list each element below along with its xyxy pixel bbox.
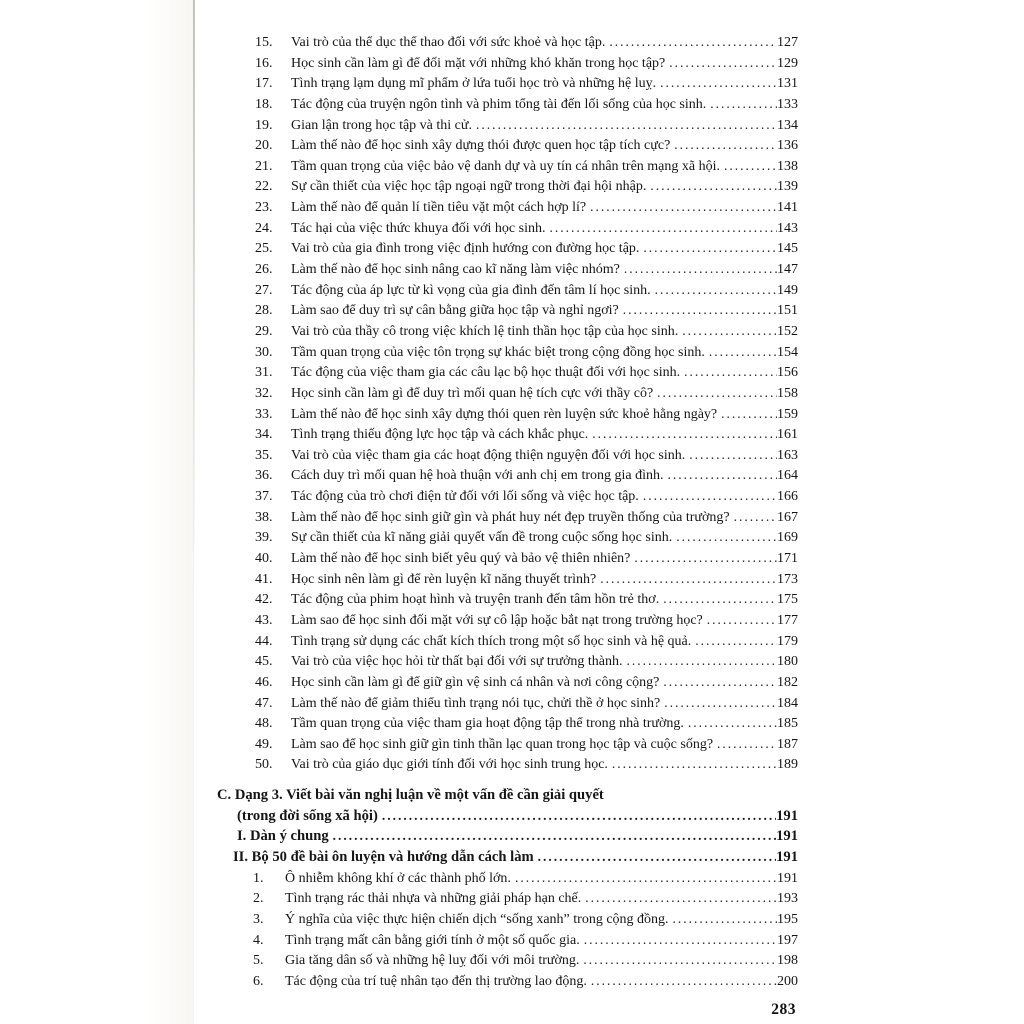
toc-entry <box>255 610 798 631</box>
dot-leader <box>476 115 777 136</box>
dot-leader <box>609 32 777 53</box>
dot-leader <box>709 342 777 363</box>
entry-title: Gian lận trong học tập và thi cử. <box>291 117 472 133</box>
entry-title: Học sinh cần làm gì để duy trì mối quan hệ tích cực với thầy cô? <box>291 385 654 401</box>
entry-number: 46. <box>255 674 273 690</box>
entry-number: 2. <box>253 891 264 907</box>
entry-page: 193 <box>777 891 798 907</box>
section-page: 191 <box>776 828 798 845</box>
toc-entry <box>255 693 798 714</box>
entry-page: 200 <box>777 973 798 989</box>
entry-title: Học sinh nên làm gì để rèn luyện kĩ năng thuyết trình? <box>291 571 597 587</box>
entry-page: 164 <box>777 468 798 484</box>
page-number-footer: 283 <box>771 1001 796 1018</box>
toc-list-part2 <box>0 868 1024 992</box>
toc-entry <box>255 404 798 425</box>
entry-title: Vai trò của gia đình trong việc định hướng con đường học tập. <box>291 241 640 257</box>
entry-number: 25. <box>255 241 273 257</box>
entry-title: Tác động của phim hoạt hình và truyện tranh đến tâm hồn trẻ thơ. <box>291 592 660 608</box>
dot-leader <box>721 404 777 425</box>
entry-page: 149 <box>777 282 798 298</box>
dot-leader <box>583 950 777 971</box>
entry-number: 20. <box>255 138 273 154</box>
entry-title: Tình trạng rác thải nhựa và những giải pháp hạn chế. <box>285 891 582 907</box>
entry-number: 44. <box>255 633 273 649</box>
toc-entry <box>255 424 798 445</box>
toc-entry <box>253 909 798 930</box>
entry-page: 133 <box>777 96 798 112</box>
entry-number: 43. <box>255 612 273 628</box>
entry-page: 171 <box>777 551 798 567</box>
dot-leader <box>717 734 777 755</box>
dot-leader <box>634 548 777 569</box>
entry-title: Học sinh cần làm gì để đối mặt với những khó khăn trong học tập? <box>291 55 666 71</box>
entry-title: Làm thế nào để học sinh xây dựng thói được quen học tập tích cực? <box>291 138 671 154</box>
dot-leader <box>515 868 777 889</box>
toc-entry <box>255 321 798 342</box>
dot-leader <box>682 321 777 342</box>
dot-leader <box>382 806 776 827</box>
entry-title: Sự cần thiết của kĩ năng giải quyết vấn đề trong cuộc sống học sinh. <box>291 530 673 546</box>
entry-number: 36. <box>255 468 273 484</box>
dot-leader <box>707 610 777 631</box>
entry-number: 50. <box>255 757 273 773</box>
entry-number: 3. <box>253 911 264 927</box>
toc-entry <box>255 713 798 734</box>
toc-entry <box>255 672 798 693</box>
toc-entry <box>253 868 798 889</box>
entry-title: Tầm quan trọng của việc bảo vệ danh dự và uy tín cá nhân trên mạng xã hội. <box>291 158 721 174</box>
toc-entry <box>255 53 798 74</box>
dot-leader <box>668 465 778 486</box>
section-heading-dan-y-chung <box>237 826 798 847</box>
section-heading-bo-50-de <box>233 847 798 868</box>
entry-page: 151 <box>777 303 798 319</box>
dot-leader <box>650 176 777 197</box>
section-heading-bo-50-de-text: II. Bộ 50 đề bài ôn luyện và hướng dẫn cách làm <box>233 848 534 865</box>
entry-page: 185 <box>777 716 798 732</box>
dot-leader <box>643 486 777 507</box>
entry-title: Tác động của áp lực từ kì vọng của gia đình đến tâm lí học sinh. <box>291 282 651 298</box>
toc-entry <box>253 888 798 909</box>
toc-entry <box>255 445 798 466</box>
entry-page: 152 <box>777 323 798 339</box>
entry-number: 42. <box>255 592 273 608</box>
toc-entry <box>253 950 798 971</box>
entry-title: Tình trạng lạm dụng mĩ phẩm ở lứa tuổi học trò và những hệ luỵ. <box>291 76 657 92</box>
dot-leader <box>663 589 777 610</box>
dot-leader <box>688 713 777 734</box>
toc-entry <box>255 259 798 280</box>
entry-title: Tầm quan trọng của việc tham gia hoạt động tập thể trong nhà trường. <box>291 716 684 732</box>
entry-page: 179 <box>777 633 798 649</box>
entry-page: 129 <box>777 55 798 71</box>
dot-leader <box>624 259 777 280</box>
entry-number: 21. <box>255 158 273 174</box>
toc-entry <box>255 383 798 404</box>
entry-title: Tác động của trò chơi điện tử đối với lối sống và việc học tập. <box>291 489 639 505</box>
dot-leader <box>590 197 777 218</box>
entry-number: 1. <box>253 870 264 886</box>
entry-title: Làm sao để học sinh giữ gìn tinh thần lạc quan trong học tập và cuộc sống? <box>291 736 714 752</box>
entry-title: Tình trạng thiếu động lực học tập và cách khắc phục. <box>291 427 589 443</box>
entry-page: 187 <box>777 736 798 752</box>
dot-leader <box>664 693 777 714</box>
toc-entry <box>255 569 798 590</box>
entry-title: Cách duy trì mối quan hệ hoà thuận với anh chị em trong gia đình. <box>291 468 664 484</box>
section-heading-dan-y-chung-text: I. Dàn ý chung <box>237 828 329 845</box>
toc-entry <box>255 527 798 548</box>
entry-number: 5. <box>253 953 264 969</box>
toc-entry <box>255 465 798 486</box>
entry-title: Tác động của trí tuệ nhân tạo đến thị trường lao động. <box>285 973 587 989</box>
entry-number: 47. <box>255 695 273 711</box>
dot-leader <box>695 631 777 652</box>
entry-number: 41. <box>255 571 273 587</box>
entry-title: Làm thế nào để học sinh xây dựng thói quen rèn luyện sức khoẻ hằng ngày? <box>291 406 718 422</box>
entry-number: 15. <box>255 35 273 50</box>
section-heading-dang3-text: C. Dạng 3. Viết bài văn nghị luận về một vấn đề cần giải quyết <box>217 787 604 804</box>
entry-number: 4. <box>253 932 264 948</box>
dot-leader <box>710 94 777 115</box>
entry-title: Tác động của truyện ngôn tình và phim tổng tài đến lối sống của học sinh. <box>291 96 707 112</box>
entry-title: Tác động của việc tham gia các câu lạc bộ học thuật đối với học sinh. <box>291 365 681 381</box>
toc-entry <box>255 115 798 136</box>
entry-title: Tình trạng mất cân bằng giới tính ở một số quốc gia. <box>285 932 580 948</box>
entry-page: 169 <box>777 530 798 546</box>
toc-entry <box>255 734 798 755</box>
toc-entry <box>255 156 798 177</box>
entry-page: 138 <box>777 158 798 174</box>
entry-page: 143 <box>777 220 798 236</box>
dot-leader <box>623 300 777 321</box>
entry-number: 28. <box>255 303 273 319</box>
entry-number: 35. <box>255 447 273 463</box>
entry-number: 34. <box>255 427 273 443</box>
entry-number: 6. <box>253 973 264 989</box>
toc-entry <box>255 486 798 507</box>
dot-leader <box>724 156 777 177</box>
dot-leader <box>669 53 777 74</box>
entry-title: Vai trò của giáo dục giới tính đối với học sinh trung học. <box>291 757 608 773</box>
entry-number: 24. <box>255 220 273 236</box>
entry-number: 38. <box>255 509 273 525</box>
entry-page: 154 <box>777 344 798 360</box>
entry-number: 37. <box>255 489 273 505</box>
entry-title: Làm sao để duy trì sự cân bằng giữa học tập và nghỉ ngơi? <box>291 303 619 319</box>
entry-title: Tình trạng sử dụng các chất kích thích trong một số học sinh và hệ quả. <box>291 633 692 649</box>
entry-title: Tầm quan trọng của việc tôn trọng sự khác biệt trong cộng đồng học sinh. <box>291 344 705 360</box>
entry-number: 49. <box>255 736 273 752</box>
entry-title: Sự cần thiết của việc học tập ngoại ngữ trong thời đại hội nhập. <box>291 179 647 195</box>
entry-page: 180 <box>777 654 798 670</box>
entry-number: 16. <box>255 55 273 71</box>
entry-page: 134 <box>777 117 798 133</box>
toc-entry <box>255 32 798 53</box>
entry-title: Vai trò của thể dục thể thao đối với sức khoẻ và học tập. <box>291 35 606 50</box>
entry-number: 26. <box>255 262 273 278</box>
entry-title: Ô nhiễm không khí ở các thành phố lớn. <box>285 870 511 886</box>
dot-leader <box>592 424 777 445</box>
entry-page: 175 <box>777 592 798 608</box>
toc-entry <box>255 176 798 197</box>
entry-number: 17. <box>255 76 273 92</box>
entry-title: Làm thế nào để học sinh giữ gìn và phát huy nét đẹp truyền thống của trường? <box>291 509 730 525</box>
entry-page: 197 <box>777 932 798 948</box>
section-heading-dang3-line2 <box>237 806 798 827</box>
dot-leader <box>538 847 776 868</box>
entry-page: 182 <box>777 674 798 690</box>
dot-leader <box>676 527 777 548</box>
entry-page: 195 <box>777 911 798 927</box>
entry-page: 198 <box>777 953 798 969</box>
dot-leader <box>657 383 777 404</box>
dot-leader <box>643 238 777 259</box>
entry-number: 23. <box>255 200 273 216</box>
entry-title: Ý nghĩa của việc thực hiện chiến dịch “sống xanh” trong cộng đồng. <box>285 911 669 927</box>
toc-entry <box>255 218 798 239</box>
entry-number: 29. <box>255 323 273 339</box>
toc-entry <box>255 94 798 115</box>
toc-list-part1 <box>0 32 1024 775</box>
dot-leader <box>549 218 777 239</box>
entry-page: 184 <box>777 695 798 711</box>
toc-entry <box>255 135 798 156</box>
dot-leader <box>734 507 777 528</box>
dot-leader <box>585 888 777 909</box>
toc-entry <box>255 651 798 672</box>
toc-entry <box>255 507 798 528</box>
entry-page: 136 <box>777 138 798 154</box>
entry-number: 40. <box>255 551 273 567</box>
dot-leader <box>684 362 777 383</box>
entry-page: 166 <box>777 489 798 505</box>
toc-entry <box>255 631 798 652</box>
entry-title: Làm sao để học sinh đối mặt với sự cô lập hoặc bắt nạt trong trường học? <box>291 612 703 628</box>
entry-title: Học sinh cần làm gì để giữ gìn vệ sinh cá nhân và nơi công cộng? <box>291 674 660 690</box>
dot-leader <box>663 672 777 693</box>
section-heading-dang3-subtext: (trong đời sống xã hội) <box>237 807 378 824</box>
dot-leader <box>627 651 777 672</box>
entry-title: Gia tăng dân số và những hệ luỵ đối với môi trường. <box>285 953 580 969</box>
entry-number: 30. <box>255 344 273 360</box>
toc-entry <box>255 589 798 610</box>
dot-leader <box>612 754 777 775</box>
section-heading-dang3 <box>217 785 798 806</box>
entry-title: Làm thế nào để giảm thiểu tình trạng nói tục, chửi thề ở học sinh? <box>291 695 661 711</box>
toc-entry <box>255 548 798 569</box>
entry-page: 173 <box>777 571 798 587</box>
entry-number: 19. <box>255 117 273 133</box>
entry-title: Làm thế nào để học sinh biết yêu quý và bảo vệ thiên nhiên? <box>291 551 631 567</box>
dot-leader <box>333 826 776 847</box>
entry-page: 156 <box>777 365 798 381</box>
entry-page: 159 <box>777 406 798 422</box>
dot-leader <box>689 445 777 466</box>
entry-page: 191 <box>777 870 798 886</box>
section-page: 191 <box>776 848 798 865</box>
toc-entry <box>255 342 798 363</box>
entry-page: 147 <box>777 262 798 278</box>
entry-title: Vai trò của thầy cô trong việc khích lệ tinh thần học tập của học sinh. <box>291 323 679 339</box>
entry-number: 22. <box>255 179 273 195</box>
entry-title: Làm thế nào để học sinh nâng cao kĩ năng làm việc nhóm? <box>291 262 620 278</box>
entry-title: Vai trò của việc học hỏi từ thất bại đối với sự trưởng thành. <box>291 654 623 670</box>
toc-entry <box>255 73 798 94</box>
entry-page: 141 <box>777 200 798 216</box>
entry-page: 167 <box>777 509 798 525</box>
toc-entry <box>253 930 798 951</box>
table-of-contents <box>0 32 1024 991</box>
entry-page: 139 <box>777 179 798 195</box>
entry-title: Tác hại của việc thức khuya đối với học sinh. <box>291 220 546 236</box>
dot-leader <box>673 909 777 930</box>
entry-page: 177 <box>777 612 798 628</box>
entry-number: 39. <box>255 530 273 546</box>
entry-page: 127 <box>777 35 798 50</box>
toc-entry <box>255 754 798 775</box>
entry-number: 31. <box>255 365 273 381</box>
entry-number: 45. <box>255 654 273 670</box>
entry-page: 163 <box>777 447 798 463</box>
toc-entry <box>255 280 798 301</box>
entry-page: 131 <box>777 76 798 92</box>
entry-number: 32. <box>255 385 273 401</box>
entry-page: 161 <box>777 427 798 443</box>
toc-entry <box>255 197 798 218</box>
dot-leader <box>591 971 777 992</box>
entry-page: 158 <box>777 385 798 401</box>
dot-leader <box>655 280 777 301</box>
entry-number: 27. <box>255 282 273 298</box>
dot-leader <box>660 73 777 94</box>
toc-entry <box>253 971 798 992</box>
toc-entry <box>255 238 798 259</box>
entry-number: 18. <box>255 96 273 112</box>
toc-entry <box>255 300 798 321</box>
entry-page: 189 <box>777 757 798 773</box>
entry-title: Vai trò của việc tham gia các hoạt động thiện nguyện đối với học sinh. <box>291 447 686 463</box>
entry-title: Làm thế nào để quản lí tiền tiêu vặt một cách hợp lí? <box>291 200 587 216</box>
dot-leader <box>674 135 777 156</box>
dot-leader <box>600 569 777 590</box>
entry-page: 145 <box>777 241 798 257</box>
section-page: 191 <box>776 807 798 824</box>
entry-number: 48. <box>255 716 273 732</box>
entry-number: 33. <box>255 406 273 422</box>
dot-leader <box>584 930 777 951</box>
toc-entry <box>255 362 798 383</box>
